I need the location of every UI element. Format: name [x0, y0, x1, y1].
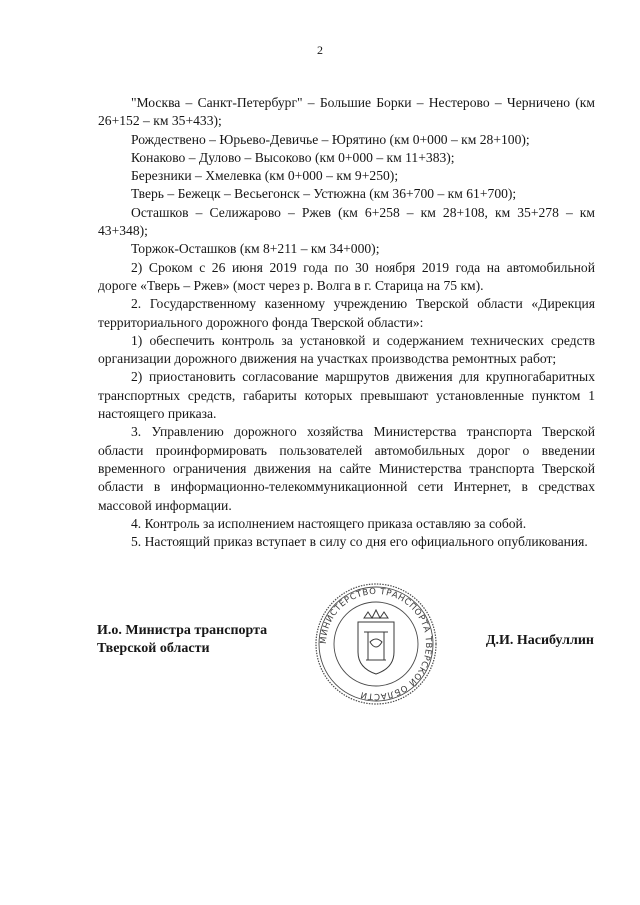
road-item: Березники – Хмелевка (км 0+000 – км 9+250); [131, 168, 399, 184]
clause-paragraph: 2. Государственному казенному учреждению Тверской области «Дирекция территориального дорожного фонда Тверской области»: [98, 296, 595, 330]
clause-paragraph: 3. Управлению дорожного хозяйства Министерства транспорта Тверской области проинформировать пользователей автомобильных дорог о введении временного ограничения движения на сайте Министерства транспорта Тверской области в информационно-телекоммуникационной сети Интернет, в средствах массовой информации. [98, 424, 595, 513]
subclause-paragraph: 2) приостановить согласование маршрутов движения для крупногабаритных транспортных средств, габариты которых превышают установленные пунктом 1 настоящего приказа. [98, 369, 595, 422]
subclause-paragraph: 2) Сроком с 26 июня 2019 года по 30 ноября 2019 года на автомобильной дороге «Тверь – Ржев» (мост через р. Волга в г. Старица на 75 км). [98, 259, 595, 293]
subclause-paragraph: 1) обеспечить контроль за установкой и содержанием технических средств организации дорожного движения на участках производства ремонтных работ; [98, 332, 595, 367]
coat-of-arms-icon [358, 610, 394, 674]
svg-text:МИНИСТЕРСТВО ТРАНСПОРТА ТВЕРСК [319, 587, 433, 701]
document-body [98, 94, 595, 551]
page-number: 2 [317, 43, 323, 57]
clause-paragraph: 4. Контроль за исполнением настоящего приказа оставляю за собой. [131, 515, 527, 531]
signatory-position [97, 622, 267, 658]
road-item: Тверь – Бежецк – Весьегонск – Устюжна (км 36+700 – км 61+700); [131, 186, 517, 202]
official-seal-stamp [314, 582, 438, 706]
road-item: "Москва – Санкт-Петербург" – Большие Борки – Нестерово – Черничено (км 26+152 – км 35+433); [98, 95, 595, 129]
road-item: Конаково – Дулово – Высоково (км 0+000 – км 11+383); [131, 149, 455, 165]
signatory-name: Д.И. Насибуллин [485, 633, 594, 648]
clause-paragraph: 5. Настоящий приказ вступает в силу со дня его официального опубликования. [131, 534, 588, 550]
road-item: Рождествено – Юрьево-Девичье – Юрятино (км 0+000 – км 28+100); [131, 131, 530, 147]
signatory-position-line: И.о. Министра транспорта [97, 623, 268, 638]
signatory-position-line: Тверской области [97, 641, 210, 656]
stamp-text: МИНИСТЕРСТВО ТРАНСПОРТА ТВЕРСКОЙ ОБЛАСТИ [318, 586, 434, 702]
road-item: Торжок-Осташков (км 8+211 – км 34+000); [131, 241, 380, 257]
road-item: Осташков – Селижарово – Ржев (км 6+258 – км 28+108, км 35+278 – км 43+348); [98, 204, 595, 239]
